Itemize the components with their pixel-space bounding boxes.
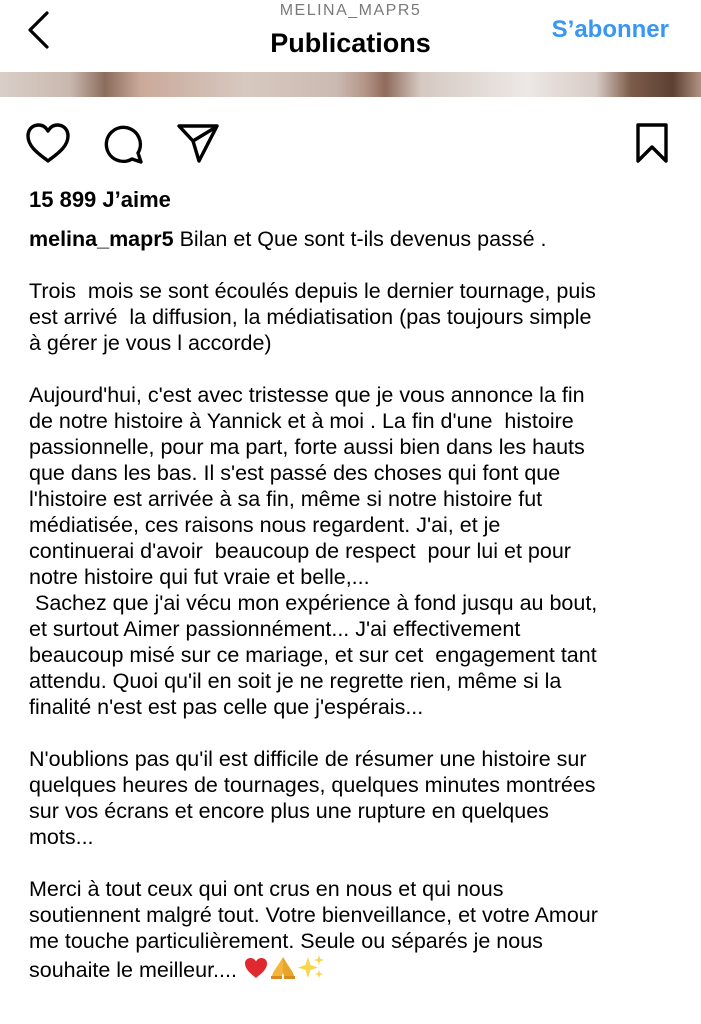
- page-title: Publications: [270, 28, 431, 58]
- save-button[interactable]: [628, 118, 676, 168]
- like-button[interactable]: [24, 118, 72, 168]
- top-bar: [0, 0, 701, 72]
- caption-body: Trois mois se sont écoulés depuis le dernier tournage, puis est arrivé la diffusion, la médiatisation (pas toujours simple à gérer je vous l accorde) Aujourd'hui, c'est avec tristesse que je vous annonce la fin de notre histoire à Yannick et à moi . La fin d'une histoire passionnelle, pour ma part, forte aussi bien dans les hauts que dans les bas. Il s'est passé des choses qui font que l'histoire est arrivée à sa fin, même si notre histoire fut médiatisée, ces raisons nous regardent. J'ai, et je continuerai d'avoir beaucoup de respect pour lui et pour notre histoire qui fut vraie et belle,... Sachez que j'ai vécu mon expérience à fond jusqu au bout, et surtout Aimer passionnément... J'ai effectivement beaucoup misé sur ce mariage, et sur cet engagement tant attendu. Quoi qu'il en soit je ne regrette rien, même si la finalité n'est est pas celle que j'espérais... N'oublions pas qu'il est difficile de résumer une histoire sur quelques heures de tournages, quelques minutes montrées sur vos écrans et encore plus une rupture en quelques mots... Merci à tout ceux qui ont crus en nous et qui nous soutiennent malgré tout. Votre bienveillance, et votre Amour me touche particulièrement. Seule ou séparés je nous souhaite le meilleur....: [29, 279, 598, 982]
- follow-button[interactable]: S’abonner: [551, 16, 669, 43]
- like-count[interactable]: 15 899 J’aime: [29, 187, 171, 212]
- sparkles-emoji: [297, 954, 325, 986]
- red-heart-emoji: [243, 956, 269, 986]
- comment-icon: [101, 121, 145, 165]
- caption-username[interactable]: melina_mapr5: [29, 227, 174, 251]
- caption-first-line: Bilan et Que sont t-ils devenus passé .: [173, 227, 547, 251]
- folded-hands-emoji: [269, 954, 297, 986]
- post-image[interactable]: [0, 72, 701, 97]
- account-name: MELINA_MAPR5: [279, 2, 422, 19]
- post-actions: [0, 118, 701, 168]
- send-icon: [176, 122, 220, 164]
- share-button[interactable]: [174, 118, 222, 168]
- heart-icon: [25, 122, 71, 164]
- post-caption: [29, 226, 684, 986]
- comment-button[interactable]: [99, 118, 147, 168]
- bookmark-icon: [634, 122, 670, 164]
